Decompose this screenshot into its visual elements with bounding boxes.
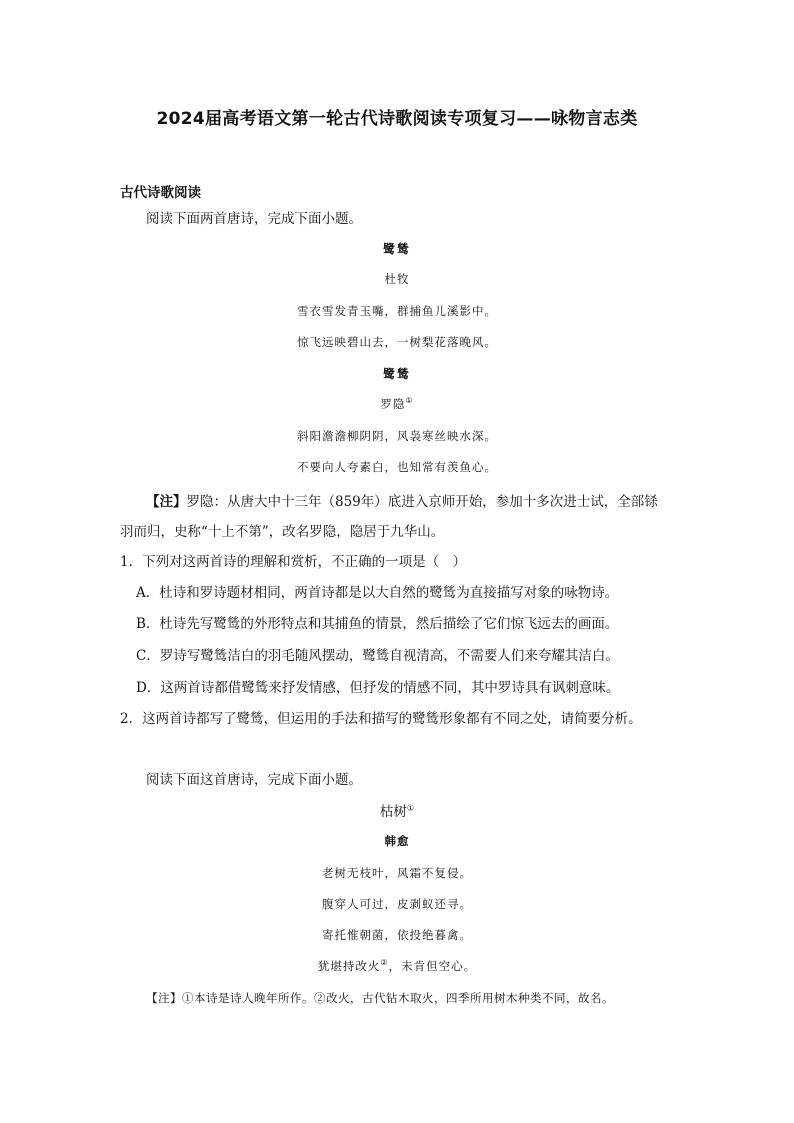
poem1-author: 杜牧	[384, 272, 410, 286]
poem3-author: 韩愈	[384, 834, 410, 848]
question-1-stem: 1．下列对这两首诗的理解和赏析，不正确的一项是（ ）	[120, 554, 467, 570]
instruction-1: 阅读下面两首唐诗，完成下面小题。	[146, 211, 362, 227]
instruction-2: 阅读下面这首唐诗，完成下面小题。	[146, 772, 362, 788]
poem2-author-name: 罗隐	[380, 397, 406, 411]
note-1-line-2: 羽而归，史称“十上不第”，改名罗隐，隐居于九华山。	[120, 524, 445, 540]
note-text: 罗隐：从唐大中十三年（859年）底进入京师开始，参加十多次进士试，全部铩	[186, 494, 658, 510]
poem2-title: 鹭鸶	[382, 367, 411, 381]
note-1-line-1	[146, 490, 658, 510]
poem1-line-1: 雪衣雪发青玉嘴，群捕鱼儿溪影中。	[297, 304, 497, 318]
poem2-author	[0, 396, 794, 412]
question-1-option-b: B．杜诗先写鹭鸶的外形特点和其捕鱼的情景，然后描绘了它们惊飞远去的画面。	[136, 616, 619, 632]
page-title: 2024届高考语文第一轮古代诗歌阅读专项复习——咏物言志类	[156, 109, 638, 129]
poem2-line-2: 不要向人夸素白，也知常有羡鱼心。	[297, 460, 497, 474]
poem1-line-2: 惊飞远映碧山去，一树梨花落晚风。	[297, 335, 497, 349]
poem3-line-1: 老树无枝叶，风霜不复侵。	[322, 866, 472, 880]
note-label: 【注】	[146, 494, 187, 510]
poem1-title: 鹭鸶	[382, 242, 411, 256]
poem3-line-3: 寄托惟朝菌，依投绝暮禽。	[322, 928, 472, 942]
poem3-title	[0, 800, 794, 820]
note-2: 【注】①本诗是诗人晚年所作。②改火，古代钻木取火，四季所用树木种类不同，故名。	[146, 991, 614, 1005]
footnote-marker: ①	[405, 396, 414, 406]
footnote-marker: ①	[406, 803, 415, 813]
question-1-option-a: A．杜诗和罗诗题材相同，两首诗都是以大自然的鹭鸶为直接描写对象的咏物诗。	[136, 585, 619, 601]
poem2-line-1: 斜阳澹澹柳阴阴，风袅寒丝映水深。	[297, 429, 497, 443]
poem3-line-2: 腹穿人可过，皮剥蚁还寻。	[322, 897, 472, 911]
poem3-title-text: 枯树	[379, 804, 407, 820]
question-1-option-c: C．罗诗写鹭鸶洁白的羽毛随风摆动，鹭鸶自视清高，不需要人们来夸耀其洁白。	[136, 648, 619, 664]
poem3-line-4	[0, 958, 794, 974]
footnote-marker: ②	[380, 958, 389, 968]
question-1-option-d: D．这两首诗都借鹭鸶来抒发情感，但抒发的情感不同，其中罗诗具有讽刺意味。	[136, 680, 620, 696]
question-2: 2．这两首诗都写了鹭鸶，但运用的手法和描写的鹭鸶形象都有不同之处，请简要分析。	[120, 711, 642, 727]
poem3-line-4-post: ，未肯但空心。	[388, 959, 477, 973]
poem3-line-4-pre: 犹堪持改火	[317, 959, 381, 973]
section-heading: 古代诗歌阅读	[120, 185, 201, 201]
